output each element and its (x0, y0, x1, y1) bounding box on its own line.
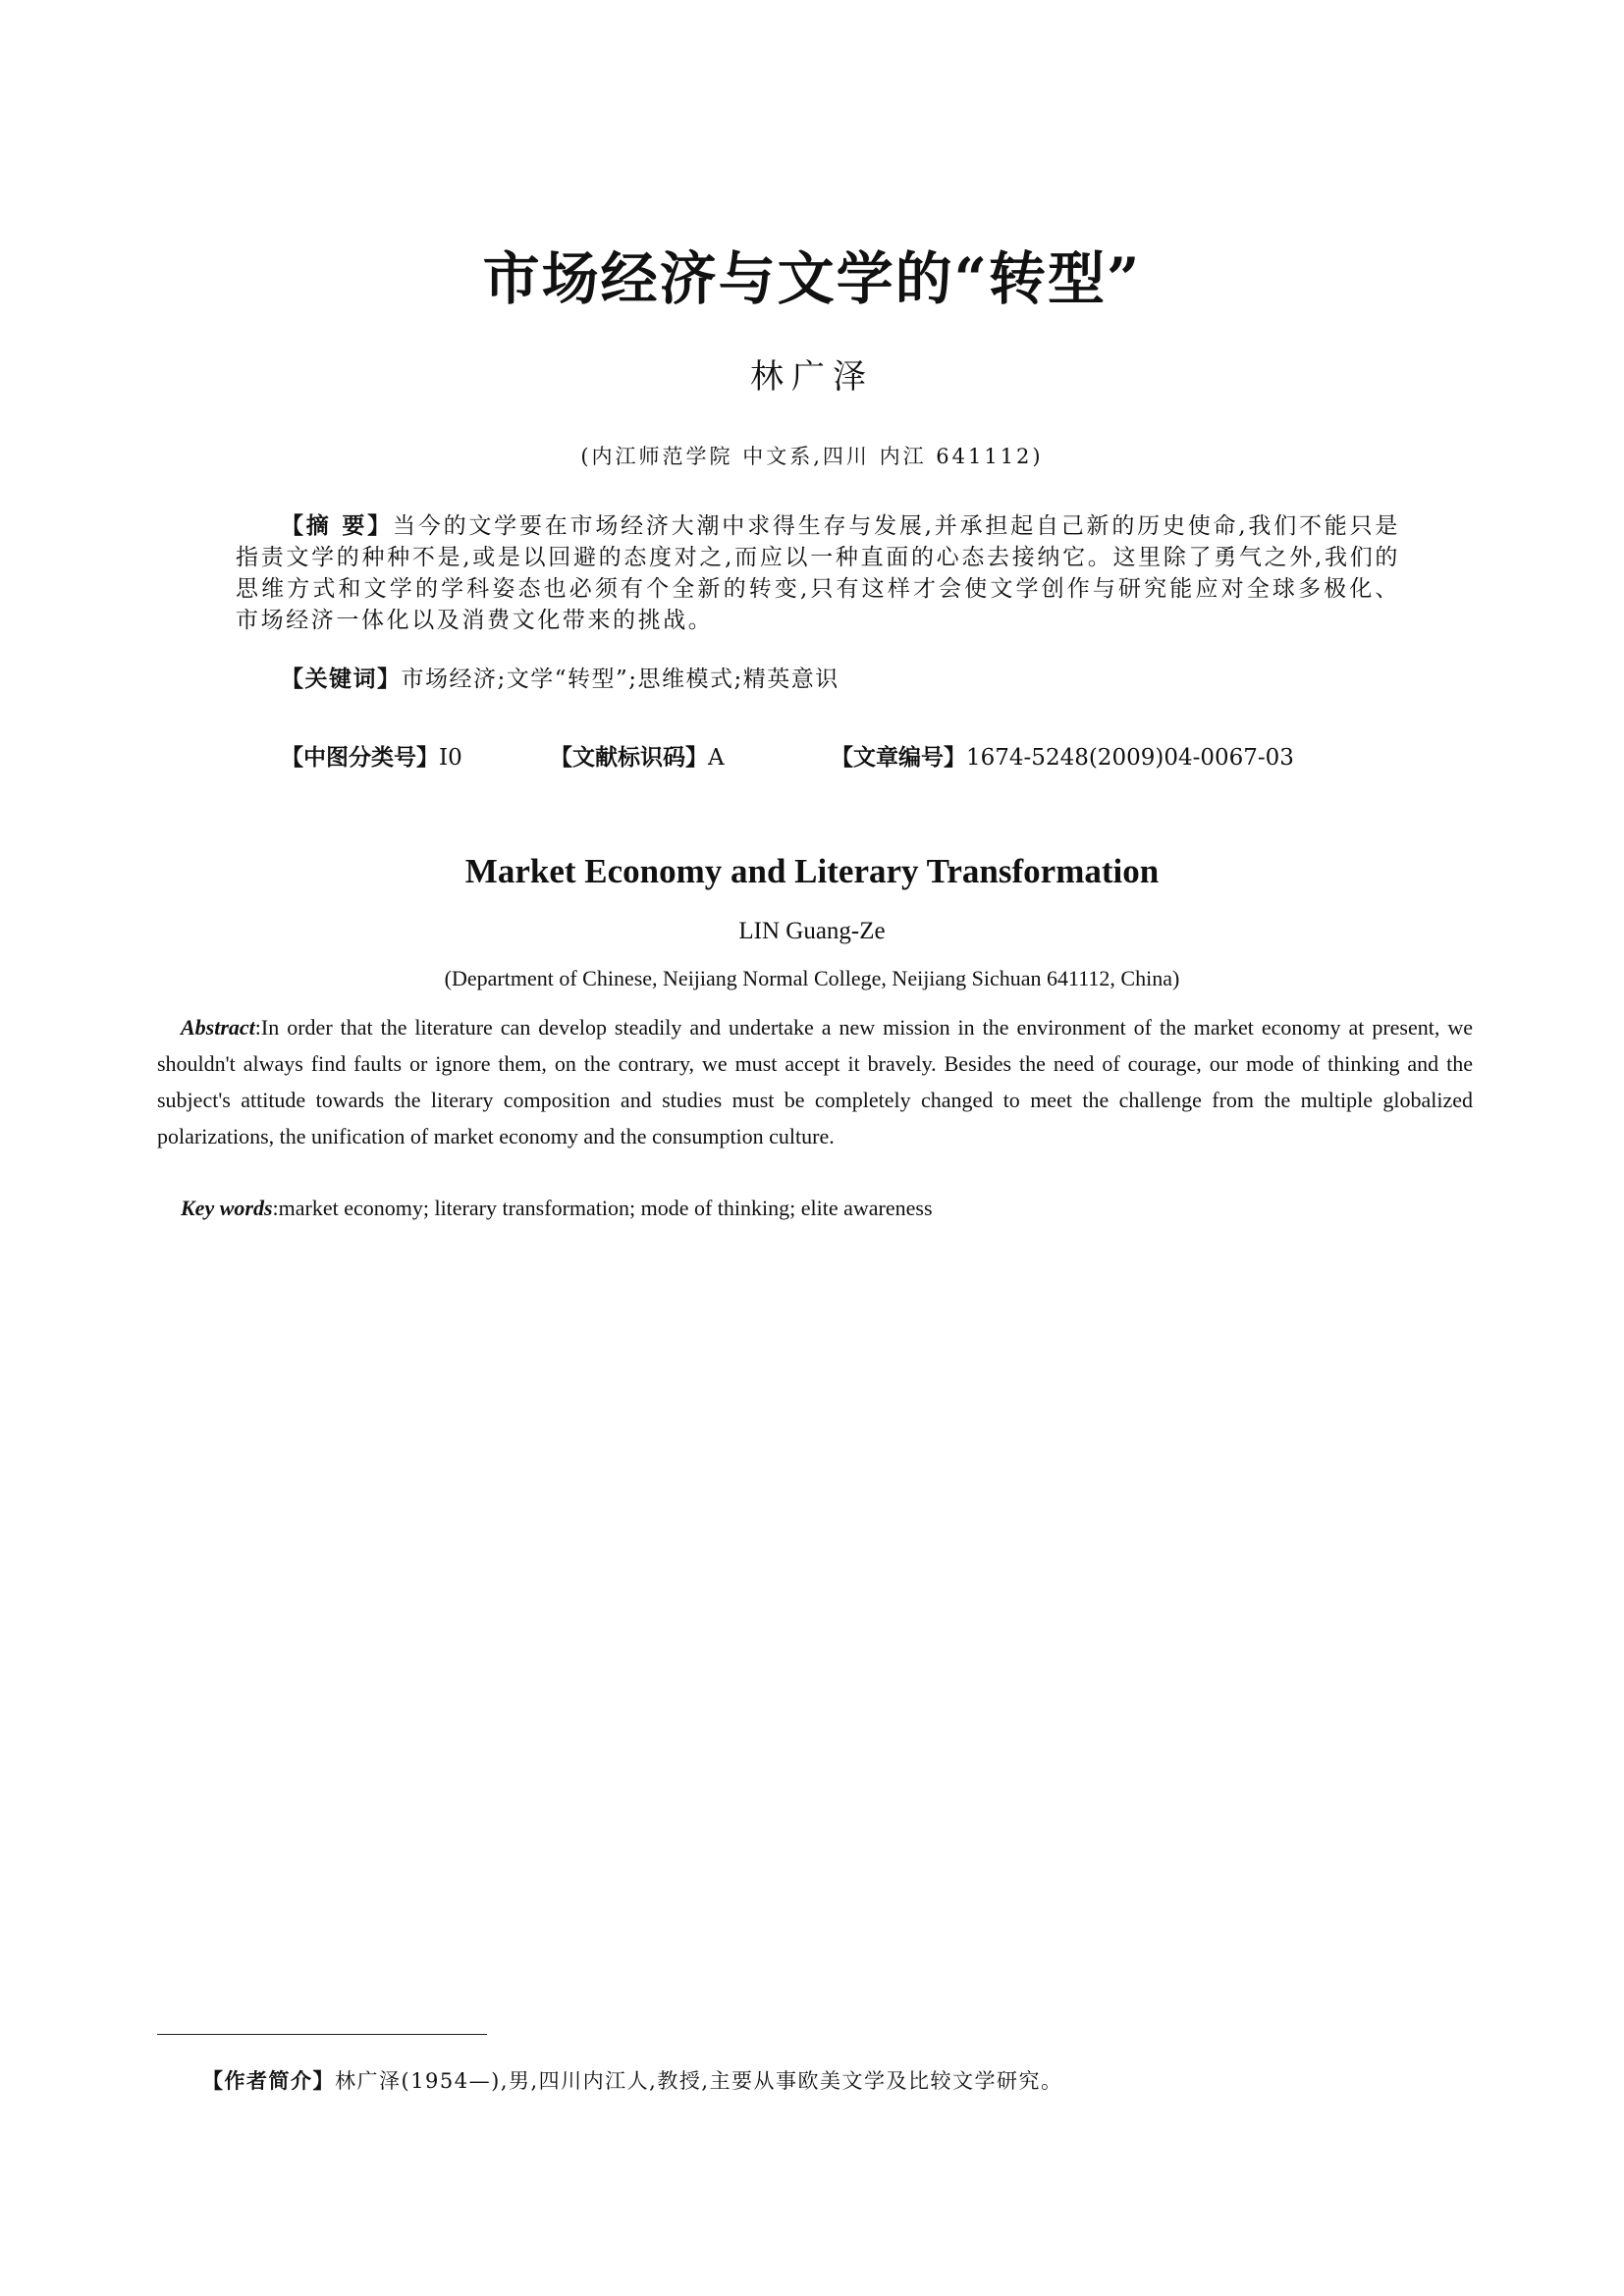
document-code-label: 【文献标识码】 (550, 745, 708, 771)
affiliation-cn: (内江师范学院 中文系,四川 内江 641112) (580, 445, 1044, 468)
abstract-cn (236, 510, 1400, 636)
abstract-cn-text: 当今的文学要在市场经济大潮中求得生存与发展,并承担起自己新的历史使命,我们不能只是指责文学的种种不是,或是以回避的态度对之,而应以一种直面的心态去接纳它。这里除了勇气之外,我们的思维方式和文学的学科姿态也必须有个全新的转变,只有这样才会使文学创作与研究能应对全球多极化、市场经济一体化以及消费文化带来的挑战。 (236, 513, 1400, 633)
paper-title-en: Market Economy and Literary Transformation (464, 852, 1160, 890)
keywords-en-separator: : (272, 1196, 279, 1220)
document-code (550, 742, 725, 774)
article-number-label: 【文章编号】 (831, 745, 966, 771)
keywords-cn (281, 664, 1400, 695)
abstract-en-separator: : (254, 1015, 261, 1040)
keywords-en-text: market economy; literary transformation; mode of thinking; elite awareness (278, 1196, 933, 1220)
keywords-en-label: Key words (181, 1196, 273, 1220)
author-name-en: LIN Guang-Ze (738, 918, 886, 944)
author-name-cn: 林广泽 (750, 357, 874, 397)
footnote-divider (157, 2034, 487, 2035)
clc-label: 【中图分类号】 (281, 745, 439, 771)
paper-title-cn: 市场经济与文学的“转型” (482, 245, 1142, 312)
affiliation-en: (Department of Chinese, Neijiang Normal College, Neijiang Sichuan 641112, China) (444, 966, 1180, 990)
article-number (831, 742, 1294, 774)
keywords-en (181, 1190, 1473, 1226)
keywords-cn-label: 【关键词】 (281, 667, 402, 692)
clc-value: I0 (439, 745, 462, 771)
keywords-cn-text: 市场经济;文学“转型”;思维模式;精英意识 (401, 667, 839, 692)
abstract-en-text: In order that the literature can develop steadily and undertake a new mission in the environment of the market economy at present, we shouldn't always find faults or ignore them, on the contrary, we must accept it bravely. Besides the need of courage, our mode of thinking and the subject's attitude towards the literary composition and studies must be completely changed to meet the challenge from the multiple globalized polarizations, the unification of market economy and the consumption culture. (157, 1015, 1473, 1148)
author-footnote (202, 2065, 1469, 2097)
abstract-cn-label: 【摘 要】 (281, 513, 393, 539)
document-code-value: A (708, 745, 725, 771)
abstract-en (157, 1009, 1473, 1154)
footnote-label: 【作者简介】 (202, 2069, 335, 2093)
clc-number (281, 742, 462, 774)
footnote-text: 林广泽(1954—),男,四川内江人,教授,主要从事欧美文学及比较文学研究。 (335, 2069, 1063, 2093)
article-number-value: 1674-5248(2009)04-0067-03 (966, 745, 1294, 771)
abstract-en-label: Abstract (181, 1015, 255, 1040)
